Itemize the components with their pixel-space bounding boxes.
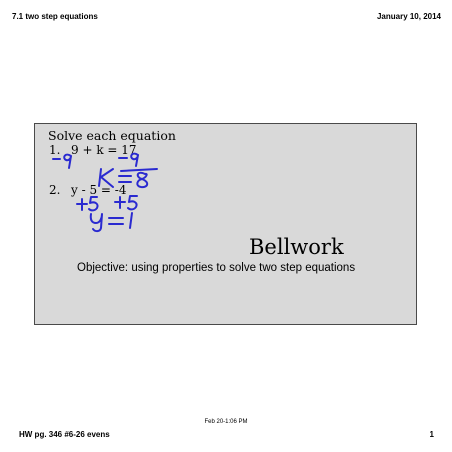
- problem-2-number: 2.: [49, 183, 61, 197]
- problem-1-handwriting: [53, 154, 157, 187]
- problem-2-equation: y - 5 = -4: [71, 183, 127, 197]
- page-timestamp: Feb 20-1:06 PM: [204, 419, 248, 425]
- bellwork-slide: [34, 123, 417, 325]
- document-date: January 10, 2014: [376, 12, 441, 21]
- problem-1-number: 1.: [49, 143, 61, 157]
- problem-1-equation: 9 + k = 17: [71, 143, 137, 157]
- handwritten-work: [35, 124, 416, 324]
- page-number: 1: [429, 430, 434, 439]
- homework-note: HW pg. 346 #6-26 evens: [19, 430, 110, 439]
- document-title: 7.1 two step equations: [12, 12, 98, 21]
- problem-2-handwriting: [77, 196, 137, 231]
- bellwork-label: Bellwork: [249, 235, 344, 259]
- objective-text: Objective: using properties to solve two step equations: [77, 262, 356, 274]
- slide-heading: Solve each equation: [48, 128, 176, 143]
